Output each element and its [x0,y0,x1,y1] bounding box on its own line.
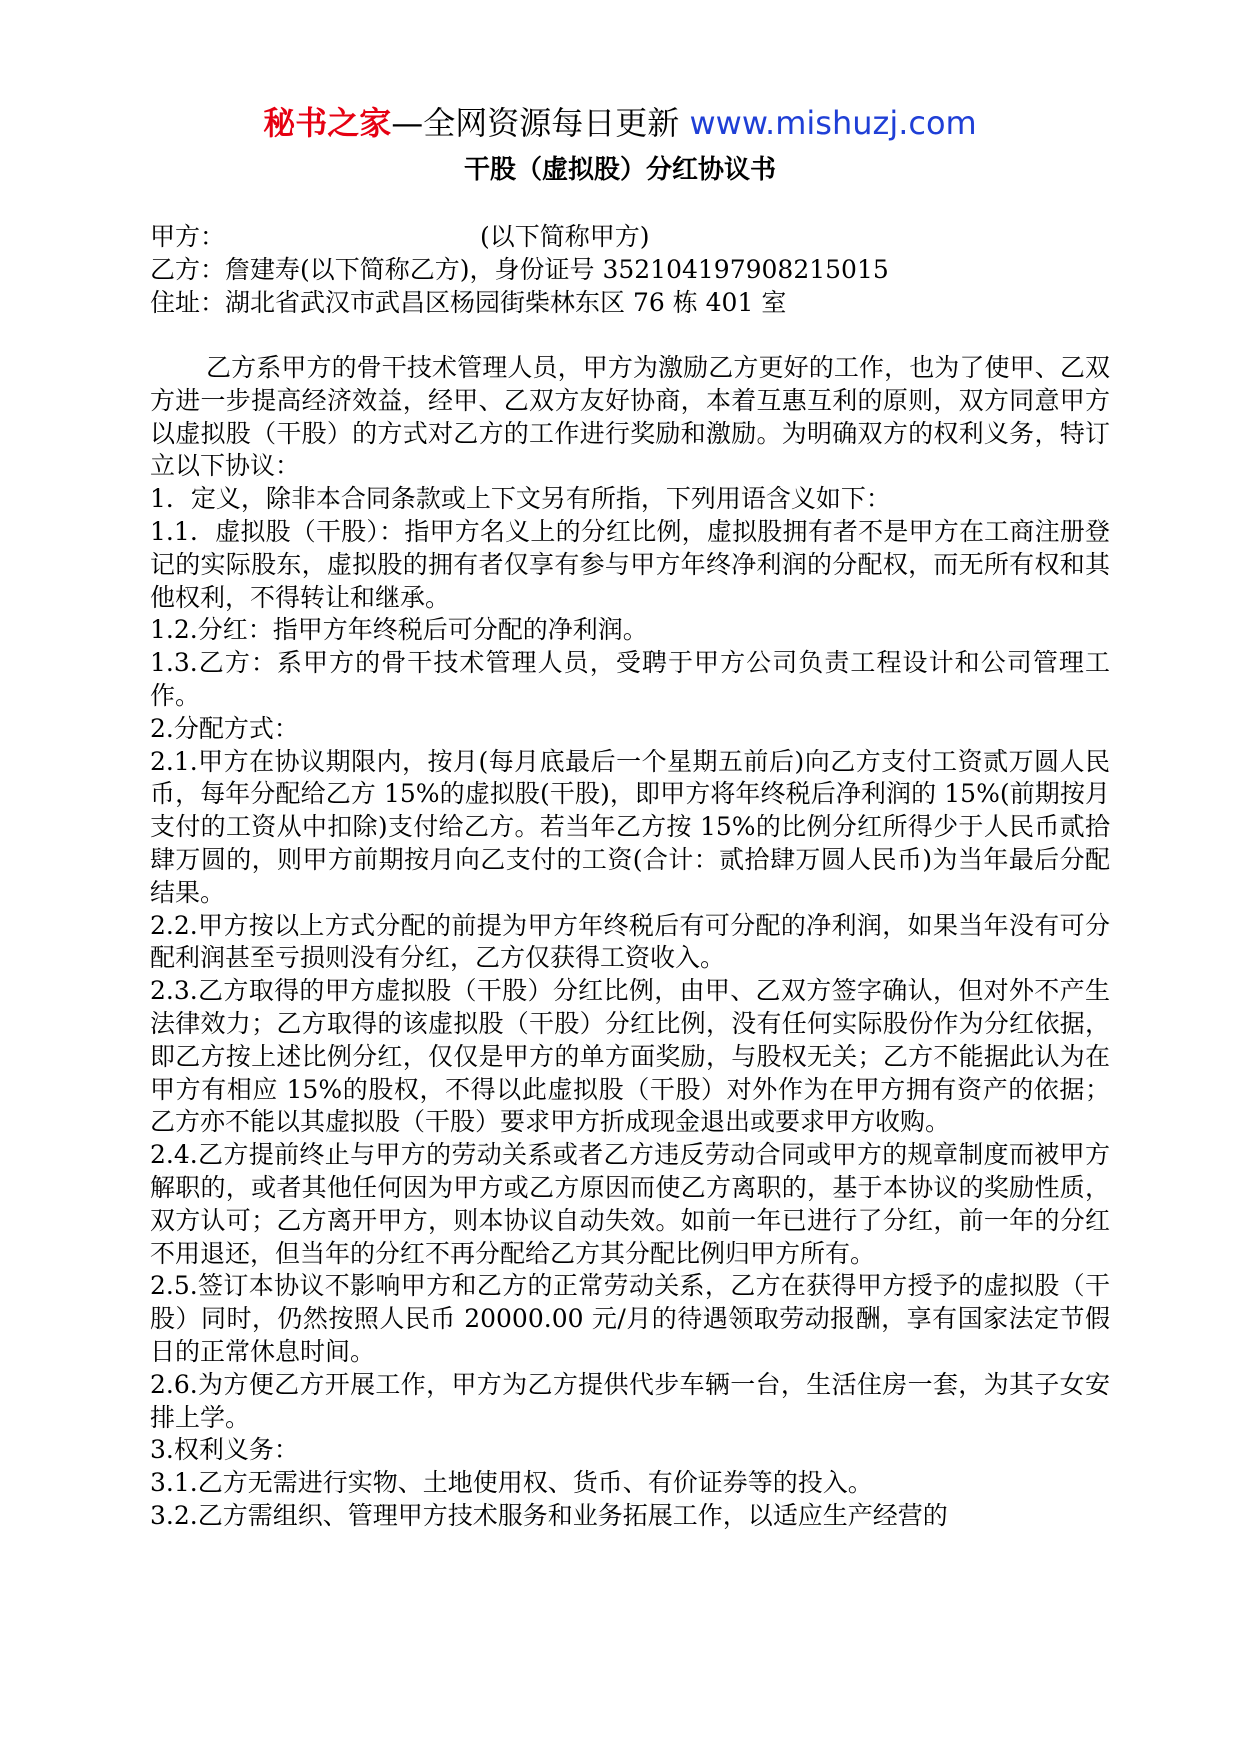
clause-2: 2.分配方式： [150,713,299,743]
party-a-note: (以下简称甲方) [480,222,650,251]
clause-2-2: 2.2.甲方按以上方式分配的前提为甲方年终税后有可分配的净利润，如果当年没有可分配利润甚至亏损则没有分红，乙方仅获得工资收入。 [150,910,1110,973]
clause-1-3: 1.3.乙方：系甲方的骨干技术管理人员，受聘于甲方公司负责工程设计和公司管理工作。 [150,648,1110,710]
party-a-line [150,220,1110,253]
clause-2-5: 2.5.签订本协议不影响甲方和乙方的正常劳动关系，乙方在获得甲方授予的虚拟股（干股）同时，仍然按照人民币 20000.00 元/月的待遇领取劳动报酬，享有国家法定节假日的正常休息时间。 [150,1271,1110,1366]
clause-3-2: 3.2.乙方需组织、管理甲方技术服务和业务拓展工作，以适应生产经营的 [150,1500,948,1530]
clause-1-1: 1.1．虚拟股（干股）：指甲方名义上的分红比例，虚拟股拥有者不是甲方在工商注册登记的实际股东，虚拟股的拥有者仅享有参与甲方年终净利润的分配权，而无所有权和其他权利，不得转让和继承。 [150,516,1110,612]
clause-1: 1．定义，除非本合同条款或上下文另有所指，下列用语含义如下： [150,484,891,514]
clause-1-2: 1.2.分红：指甲方年终税后可分配的净利润。 [150,615,648,645]
address-line: 住址：湖北省武汉市武昌区杨园街柴林东区 76 栋 401 室 [150,288,787,317]
preamble-paragraph: 乙方系甲方的骨干技术管理人员，甲方为激励乙方更好的工作，也为了使甲、乙双方进一步提高经济效益，经甲、乙双方友好协商，本着互惠互利的原则，双方同意甲方以虚拟股（干股）的方式对乙方的工作进行奖励和激励。为明确双方的权利义务，特订立以下协议： [150,353,1110,481]
document-title: 干股（虚拟股）分红协议书 [463,155,776,185]
clause-2-1: 2.1.甲方在协议期限内，按月(每月底最后一个星期五前后)向乙方支付工资贰万圆人民币，每年分配给乙方 15%的虚拟股(干股)，即甲方将年终税后净利润的 15%(前期按月支付的工资从中扣除)支付给乙方。若当年乙方按 15%的比例分红所得少于人民币贰拾肆万圆的，则甲方前期按月向乙支付的工资(合计：贰拾肆万圆人民币)为当年最后分配结果。 [150,746,1110,907]
banner-tagline: —全网资源每日更新 [391,104,680,142]
clause-3-1: 3.1.乙方无需进行实物、土地使用权、货币、有价证券等的投入。 [150,1468,873,1498]
clause-2-3: 2.3.乙方取得的甲方虚拟股（干股）分红比例，由甲、乙双方签字确认，但对外不产生法律效力；乙方取得的该虚拟股（干股）分红比例，没有任何实际股份作为分红依据，即乙方按上述比例分红，仅仅是甲方的单方面奖励，与股权无关；乙方不能据此认为在甲方有相应 15%的股权，不得以此虚拟股（干股）对外作为在甲方拥有资产的依据；乙方亦不能以其虚拟股（干股）要求甲方折成现金退出或要求甲方收购。 [150,976,1110,1137]
clause-3: 3.权利义务： [150,1435,299,1465]
parties-block [150,220,1110,319]
agreement-body [150,352,1110,1533]
party-a-label: 甲方： [150,222,226,251]
party-b-line: 乙方：詹建寿(以下简称乙方)，身份证号 352104197908215015 [150,255,889,284]
banner-url[interactable]: www.mishuzj.com [689,104,977,142]
clause-2-6: 2.6.为方便乙方开展工作，甲方为乙方提供代步车辆一台，生活住房一套，为其子女安排上学。 [150,1369,1110,1432]
clause-2-4: 2.4.乙方提前终止与甲方的劳动关系或者乙方违反劳动合同或甲方的规章制度而被甲方解职的，或者其他任何因为甲方或乙方原因而使乙方离职的，基于本协议的奖励性质，双方认可；乙方离开甲方，则本协议自动失效。如前一年已进行了分红，前一年的分红不用退还，但当年的分红不再分配给乙方其分配比例归甲方所有。 [150,1140,1110,1268]
site-banner [0,100,1240,146]
banner-brand: 秘书之家 [263,104,392,142]
